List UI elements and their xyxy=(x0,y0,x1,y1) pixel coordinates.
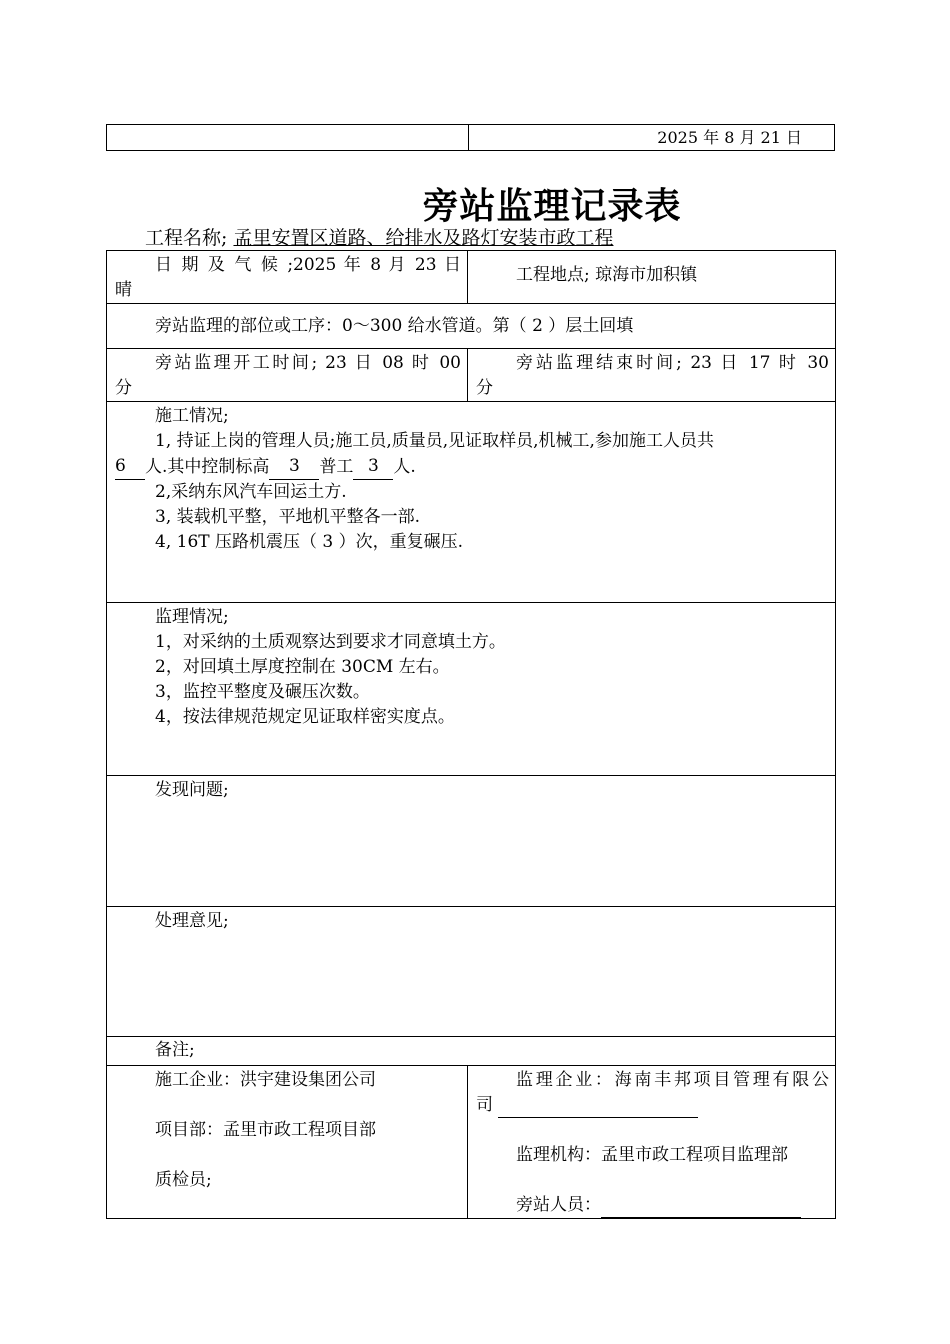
onsite-staff-label: 旁站人员： xyxy=(516,1195,601,1215)
laborer-count: 3 xyxy=(353,454,393,480)
part-text: 旁站监理的部位或工序：0～300 给水管道。第（ 2 ）层土回填 xyxy=(155,316,634,336)
supervision-item: 3，监控平整度及碾压次数。 xyxy=(155,682,370,702)
supervisor-signature-line xyxy=(498,1099,698,1118)
project-name: 孟里安置区道路、给排水及路灯安装市政工程 xyxy=(233,227,614,249)
supervision-agency: 监理机构：孟里市政工程项目监理部 xyxy=(516,1145,788,1165)
construction-item1-b: 人.其中控制标高 xyxy=(145,457,270,477)
supervision-heading: 监理情况; xyxy=(155,607,229,627)
project-department: 项目部：孟里市政工程项目部 xyxy=(155,1120,376,1140)
start-time-cell xyxy=(107,349,468,402)
construction-item3: 3, 装载机平整，平地机平整各一部. xyxy=(155,507,421,527)
supervisor-sign-cell xyxy=(468,1066,836,1219)
header-date: 2025 年 8 月 21 日 xyxy=(657,128,802,147)
onsite-staff-signature-line xyxy=(601,1199,801,1218)
construction-cell xyxy=(107,402,836,603)
date-weather-line1: 日 期 及 气 候 ;2025 年 8 月 23 日 xyxy=(155,255,461,275)
date-weather-line2: 晴 xyxy=(115,280,132,300)
remarks-cell xyxy=(107,1037,836,1066)
date-weather-cell xyxy=(107,251,468,304)
construction-item2: 2,采纳东风汽车回运土方. xyxy=(155,482,347,502)
worker-count: 6 xyxy=(115,454,145,480)
construction-item1-d: 人. xyxy=(393,457,416,477)
problems-cell xyxy=(107,776,836,907)
handling-cell xyxy=(107,907,836,1037)
contractor-sign-cell xyxy=(107,1066,468,1219)
construction-heading: 施工情况; xyxy=(155,406,229,426)
elevation-count: 3 xyxy=(269,454,319,480)
construction-item1-b-line xyxy=(115,454,829,480)
supervision-item: 4，按法律规范规定见证取样密实度点。 xyxy=(155,707,455,727)
location: 工程地点; 琼海市加积镇 xyxy=(516,265,698,285)
contractor-name: 施工企业：洪宇建设集团公司 xyxy=(155,1070,376,1090)
construction-item4: 4, 16T 压路机震压（ 3 ）次，重复碾压. xyxy=(155,532,464,552)
start-time-line1: 旁站监理开工时间; 23 日 08 时 00 xyxy=(155,353,461,373)
supervisor-company-a: 监理企业：海南丰邦项目管理有限公 xyxy=(516,1070,829,1090)
supervisor-company-b: 司 xyxy=(476,1095,493,1115)
quality-inspector: 质检员; xyxy=(155,1170,212,1190)
onsite-staff-line xyxy=(476,1193,829,1218)
location-cell xyxy=(468,251,836,304)
header-blank-cell xyxy=(107,125,469,150)
part-cell xyxy=(107,304,836,349)
end-time-cell xyxy=(468,349,836,402)
supervision-item: 2，对回填土厚度控制在 30CM 左右。 xyxy=(155,657,450,677)
project-name-line xyxy=(145,226,613,250)
record-table xyxy=(106,250,836,1219)
end-time-line2: 分 xyxy=(476,378,493,398)
construction-item1-a: 1, 持证上岗的管理人员;施工员,质量员,见证取样员,机械工,参加施工人员共 xyxy=(155,431,714,451)
supervision-cell xyxy=(107,603,836,776)
supervision-item: 1，对采纳的土质观察达到要求才同意填土方。 xyxy=(155,632,506,652)
header-date-table xyxy=(106,124,835,151)
end-time-line1: 旁站监理结束时间; 23 日 17 时 30 xyxy=(516,353,829,373)
project-label: 工程名称; xyxy=(145,227,228,249)
supervisor-company-b-line xyxy=(476,1093,829,1118)
construction-item1-c: 普工 xyxy=(319,457,354,477)
document-title: 旁站监理记录表 xyxy=(422,185,682,227)
handling-heading: 处理意见; xyxy=(155,911,229,931)
start-time-line2: 分 xyxy=(115,378,132,398)
problems-heading: 发现问题; xyxy=(155,780,229,800)
remarks-heading: 备注; xyxy=(155,1040,195,1060)
